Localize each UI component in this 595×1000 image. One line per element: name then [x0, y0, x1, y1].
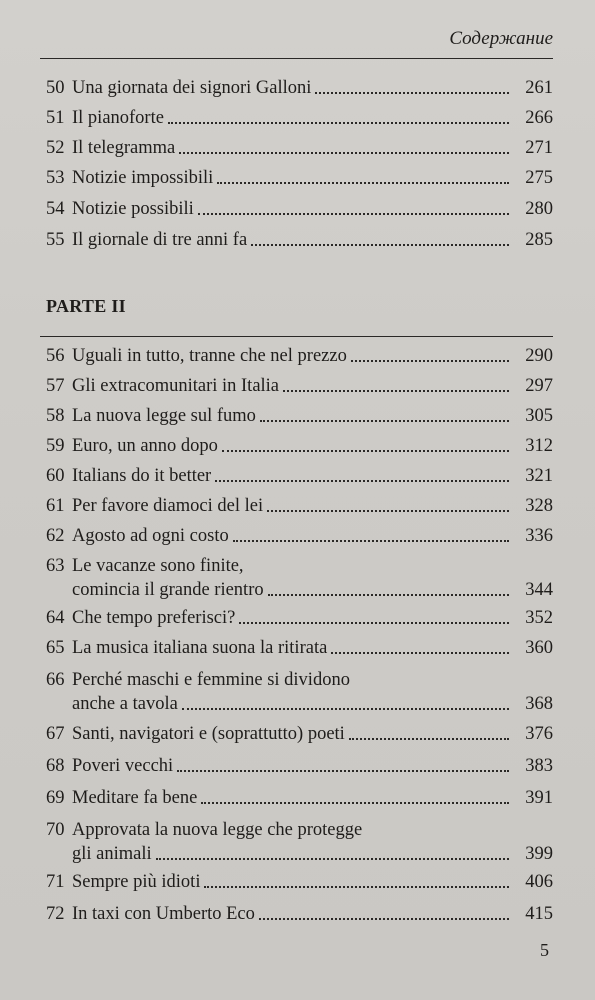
entry-number: 62: [46, 526, 65, 546]
dot-leader: [217, 182, 509, 184]
entry-title: Perché maschi e femmine si dividono: [72, 670, 350, 690]
toc-entry[interactable]: [46, 606, 553, 630]
entry-title: Poveri vecchi: [72, 756, 174, 776]
toc-entry[interactable]: [46, 870, 553, 894]
toc-entry[interactable]: [46, 754, 553, 778]
entry-number: 66: [46, 670, 65, 690]
toc-entry[interactable]: [46, 524, 553, 548]
entry-title-continued: anche a tavola: [72, 694, 178, 714]
entry-number: 52: [46, 138, 65, 158]
entry-page: 383: [525, 756, 553, 776]
dot-leader: [259, 918, 509, 920]
page-number: 5: [540, 940, 549, 960]
toc-entry[interactable]: [46, 374, 553, 398]
entry-title: Che tempo preferisci?: [72, 608, 236, 628]
entry-number: 69: [46, 788, 65, 808]
entry-page: 328: [525, 496, 553, 516]
toc-entry[interactable]: [46, 902, 553, 926]
toc-entry[interactable]: [46, 106, 553, 130]
entry-page: 261: [525, 78, 553, 98]
entry-page: 297: [525, 376, 553, 396]
entry-number: 71: [46, 872, 65, 892]
dot-leader: [177, 770, 509, 772]
dot-leader: [239, 622, 509, 624]
entry-title: Per favore diamoci del lei: [72, 496, 264, 516]
entry-page: 290: [525, 346, 553, 366]
entry-page: 312: [525, 436, 553, 456]
entry-page: 399: [525, 844, 553, 864]
dot-leader: [201, 802, 509, 804]
toc-entry[interactable]: [46, 197, 553, 221]
toc-entry[interactable]: [46, 166, 553, 190]
entry-page: 406: [525, 872, 553, 892]
entry-page: 266: [525, 108, 553, 128]
dot-leader: [222, 450, 509, 452]
entry-title: Italians do it better: [72, 466, 212, 486]
toc-entry[interactable]: [46, 554, 553, 602]
toc-entry[interactable]: [46, 818, 553, 866]
dot-leader: [198, 213, 509, 215]
entry-title: Approvata la nuova legge che protegge: [72, 820, 363, 840]
toc-entry[interactable]: [46, 404, 553, 428]
entry-number: 54: [46, 199, 65, 219]
entry-page: 275: [525, 168, 553, 188]
entry-page: 352: [525, 608, 553, 628]
toc-entry[interactable]: [46, 434, 553, 458]
dot-leader: [215, 480, 509, 482]
dot-leader: [267, 510, 509, 512]
entry-number: 64: [46, 608, 65, 628]
dot-leader: [233, 540, 509, 542]
toc-entry[interactable]: [46, 464, 553, 488]
entry-title: Sempre più idioti: [72, 872, 201, 892]
entry-title-continued: comincia il grande rientro: [72, 580, 264, 600]
part-title: PARTE II: [46, 296, 126, 316]
part-rule: [40, 336, 553, 337]
entry-page: 305: [525, 406, 553, 426]
toc-entry[interactable]: [46, 494, 553, 518]
toc-entry[interactable]: [46, 228, 553, 252]
entry-title: Le vacanze sono finite,: [72, 556, 244, 576]
dot-leader: [315, 92, 509, 94]
entry-number: 51: [46, 108, 65, 128]
dot-leader: [349, 738, 509, 740]
entry-title: Santi, navigatori e (soprattutto) poeti: [72, 724, 345, 744]
running-head: Содержание: [449, 28, 553, 49]
dot-leader: [351, 360, 509, 362]
entry-page: 280: [525, 199, 553, 219]
entry-page: 368: [525, 694, 553, 714]
entry-page: 321: [525, 466, 553, 486]
entry-number: 65: [46, 638, 65, 658]
entry-title: Agosto ad ogni costo: [72, 526, 229, 546]
toc-entry[interactable]: [46, 344, 553, 368]
entry-number: 63: [46, 556, 65, 576]
entry-title: La nuova legge sul fumo: [72, 406, 256, 426]
entry-page: 391: [525, 788, 553, 808]
entry-number: 56: [46, 346, 65, 366]
entry-page: 336: [525, 526, 553, 546]
entry-title: Notizie possibili: [72, 199, 194, 219]
dot-leader: [204, 886, 509, 888]
entry-page: 344: [525, 580, 553, 600]
entry-title: Gli extracomunitari in Italia: [72, 376, 280, 396]
entry-page: 376: [525, 724, 553, 744]
entry-title: Il giornale di tre anni fa: [72, 230, 248, 250]
entry-number: 67: [46, 724, 65, 744]
header-rule: [40, 58, 553, 59]
entry-title: Notizie impossibili: [72, 168, 214, 188]
dot-leader: [283, 390, 509, 392]
entry-number: 70: [46, 820, 65, 840]
entry-title: Uguali in tutto, tranne che nel prezzo: [72, 346, 347, 366]
toc-entry[interactable]: [46, 136, 553, 160]
entry-title: Il pianoforte: [72, 108, 164, 128]
entry-number: 50: [46, 78, 65, 98]
entry-title: Euro, un anno dopo: [72, 436, 218, 456]
entry-number: 58: [46, 406, 65, 426]
dot-leader: [260, 420, 509, 422]
entry-number: 60: [46, 466, 65, 486]
entry-title: Meditare fa bene: [72, 788, 198, 808]
entry-title-continued: gli animali: [72, 844, 152, 864]
dot-leader: [182, 708, 509, 710]
entry-number: 72: [46, 904, 65, 924]
entry-title: Il telegramma: [72, 138, 176, 158]
toc-entry[interactable]: [46, 722, 553, 746]
dot-leader: [331, 652, 509, 654]
entry-page: 360: [525, 638, 553, 658]
dot-leader: [251, 244, 509, 246]
entry-number: 59: [46, 436, 65, 456]
entry-page: 285: [525, 230, 553, 250]
toc-entry[interactable]: [46, 636, 553, 660]
toc-entry[interactable]: [46, 668, 553, 716]
entry-title: La musica italiana suona la ritirata: [72, 638, 328, 658]
dot-leader: [156, 858, 509, 860]
entry-number: 61: [46, 496, 65, 516]
entry-number: 55: [46, 230, 65, 250]
entry-title: Una giornata dei signori Galloni: [72, 78, 312, 98]
dot-leader: [168, 122, 509, 124]
entry-title: In taxi con Umberto Eco: [72, 904, 255, 924]
entry-page: 415: [525, 904, 553, 924]
toc-entry[interactable]: [46, 786, 553, 810]
dot-leader: [179, 152, 509, 154]
entry-number: 68: [46, 756, 65, 776]
dot-leader: [268, 594, 509, 596]
entry-page: 271: [525, 138, 553, 158]
entry-number: 57: [46, 376, 65, 396]
entry-number: 53: [46, 168, 65, 188]
toc-entry[interactable]: [46, 76, 553, 100]
